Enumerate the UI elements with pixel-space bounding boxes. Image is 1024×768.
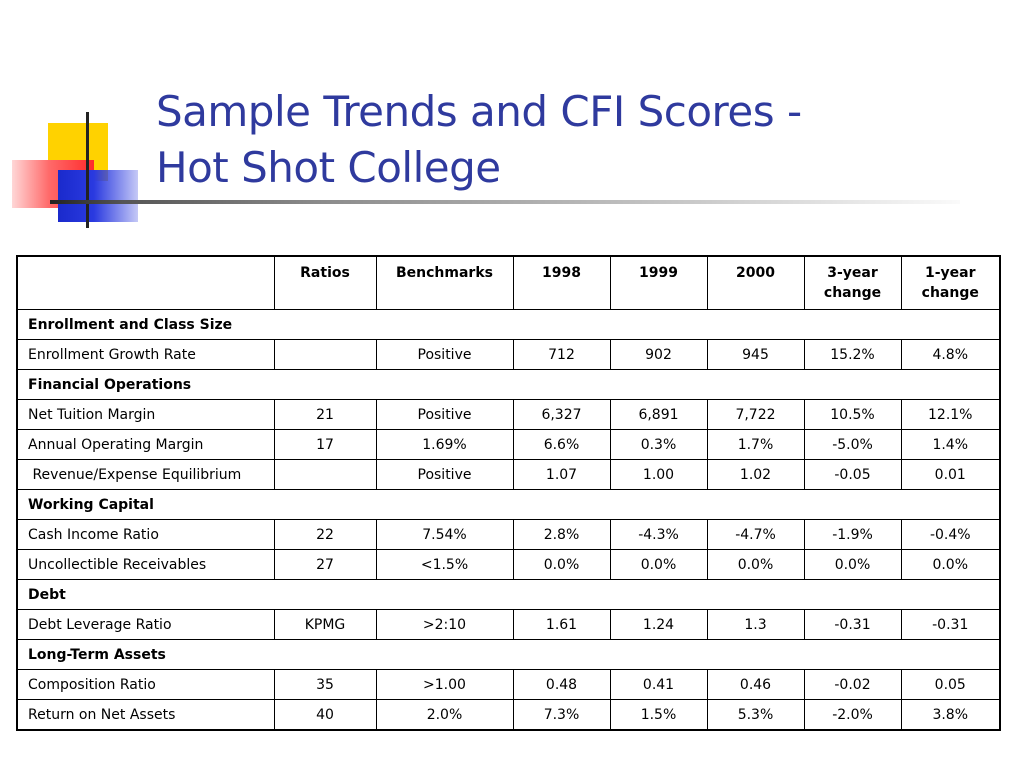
section-header-row bbox=[17, 490, 1000, 520]
header-3-year-line-2: change bbox=[823, 285, 882, 301]
cell-ratio-score: 17 bbox=[274, 430, 376, 460]
cell-value-1998: 1.61 bbox=[513, 610, 610, 640]
slide-title-line-1: Sample Trends and CFI Scores - bbox=[156, 87, 802, 136]
cell-value-2000: 1.3 bbox=[707, 610, 804, 640]
cell-value-1998: 0.48 bbox=[513, 670, 610, 700]
cell-change-3-year: -0.31 bbox=[804, 610, 901, 640]
cell-metric-name: Composition Ratio bbox=[17, 670, 274, 700]
cell-ratio-score: KPMG bbox=[274, 610, 376, 640]
slide-title bbox=[156, 84, 976, 196]
cell-value-2000: 7,722 bbox=[707, 400, 804, 430]
cell-ratio-score: 27 bbox=[274, 550, 376, 580]
table-row bbox=[17, 670, 1000, 700]
cell-change-3-year: 0.0% bbox=[804, 550, 901, 580]
section-title: Financial Operations bbox=[17, 370, 1000, 400]
slide-title-line-2: Hot Shot College bbox=[156, 143, 501, 192]
cell-ratio-score: 35 bbox=[274, 670, 376, 700]
cell-change-3-year: 10.5% bbox=[804, 400, 901, 430]
table-row bbox=[17, 430, 1000, 460]
cell-change-1-year: 4.8% bbox=[901, 340, 1000, 370]
cell-benchmark: 7.54% bbox=[376, 520, 513, 550]
cell-change-1-year: 1.4% bbox=[901, 430, 1000, 460]
cell-metric-name: Debt Leverage Ratio bbox=[17, 610, 274, 640]
cell-value-1999: 902 bbox=[610, 340, 707, 370]
header-1-year-line-1: 1-year bbox=[924, 265, 976, 281]
cell-value-2000: 0.46 bbox=[707, 670, 804, 700]
cell-value-1999: 1.24 bbox=[610, 610, 707, 640]
section-header-row bbox=[17, 370, 1000, 400]
cell-value-2000: -4.7% bbox=[707, 520, 804, 550]
cell-ratio-score: 22 bbox=[274, 520, 376, 550]
header-1-year-line-2: change bbox=[921, 285, 979, 301]
header-cell-1998: 1998 bbox=[513, 256, 610, 310]
cell-benchmark: Positive bbox=[376, 400, 513, 430]
cell-benchmark: Positive bbox=[376, 340, 513, 370]
cell-value-1999: 6,891 bbox=[610, 400, 707, 430]
header-cell-1999: 1999 bbox=[610, 256, 707, 310]
table-row bbox=[17, 400, 1000, 430]
decorative-logo bbox=[0, 0, 160, 240]
cell-value-1999: 0.3% bbox=[610, 430, 707, 460]
cell-change-3-year: -0.05 bbox=[804, 460, 901, 490]
cell-change-3-year: -2.0% bbox=[804, 700, 901, 731]
cell-metric-name: Enrollment Growth Rate bbox=[17, 340, 274, 370]
cell-ratio-score bbox=[274, 460, 376, 490]
header-cell-2000: 2000 bbox=[707, 256, 804, 310]
section-title: Debt bbox=[17, 580, 1000, 610]
table-row bbox=[17, 520, 1000, 550]
cell-value-1999: 0.0% bbox=[610, 550, 707, 580]
cell-change-1-year: 3.8% bbox=[901, 700, 1000, 731]
cell-benchmark: 2.0% bbox=[376, 700, 513, 731]
cell-metric-name: Cash Income Ratio bbox=[17, 520, 274, 550]
ratios-table bbox=[16, 255, 1001, 731]
header-cell-3-year-change bbox=[804, 256, 901, 310]
cell-value-1998: 0.0% bbox=[513, 550, 610, 580]
cell-value-2000: 1.7% bbox=[707, 430, 804, 460]
cell-value-2000: 945 bbox=[707, 340, 804, 370]
table-row bbox=[17, 340, 1000, 370]
cell-value-1999: 1.00 bbox=[610, 460, 707, 490]
cell-metric-name: Uncollectible Receivables bbox=[17, 550, 274, 580]
cell-benchmark: <1.5% bbox=[376, 550, 513, 580]
cell-benchmark: 1.69% bbox=[376, 430, 513, 460]
cell-change-3-year: -1.9% bbox=[804, 520, 901, 550]
cell-change-1-year: -0.4% bbox=[901, 520, 1000, 550]
cell-ratio-score: 21 bbox=[274, 400, 376, 430]
cell-value-1999: -4.3% bbox=[610, 520, 707, 550]
vertical-rule-line bbox=[86, 112, 89, 228]
cell-change-1-year: 0.01 bbox=[901, 460, 1000, 490]
cell-value-1999: 1.5% bbox=[610, 700, 707, 731]
cell-value-1998: 712 bbox=[513, 340, 610, 370]
cell-change-3-year: -5.0% bbox=[804, 430, 901, 460]
header-3-year-line-1: 3-year bbox=[827, 265, 878, 281]
title-underline-rule bbox=[50, 200, 960, 204]
cell-value-1998: 1.07 bbox=[513, 460, 610, 490]
table-row bbox=[17, 460, 1000, 490]
cell-benchmark: >2:10 bbox=[376, 610, 513, 640]
header-cell-blank bbox=[17, 256, 274, 310]
cell-benchmark: Positive bbox=[376, 460, 513, 490]
cell-change-1-year: 0.0% bbox=[901, 550, 1000, 580]
header-cell-1-year-change bbox=[901, 256, 1000, 310]
cell-change-3-year: -0.02 bbox=[804, 670, 901, 700]
cell-metric-name: Revenue/Expense Equilibrium bbox=[17, 460, 274, 490]
cell-value-2000: 1.02 bbox=[707, 460, 804, 490]
section-title: Working Capital bbox=[17, 490, 1000, 520]
header-cell-ratios: Ratios bbox=[274, 256, 376, 310]
section-header-row bbox=[17, 310, 1000, 340]
cell-value-1998: 2.8% bbox=[513, 520, 610, 550]
cell-metric-name: Net Tuition Margin bbox=[17, 400, 274, 430]
header-cell-benchmarks: Benchmarks bbox=[376, 256, 513, 310]
cell-metric-name: Annual Operating Margin bbox=[17, 430, 274, 460]
cell-ratio-score bbox=[274, 340, 376, 370]
cell-change-3-year: 15.2% bbox=[804, 340, 901, 370]
table-header-row bbox=[17, 256, 1000, 310]
section-header-row bbox=[17, 640, 1000, 670]
cell-value-1998: 6,327 bbox=[513, 400, 610, 430]
section-header-row bbox=[17, 580, 1000, 610]
table-row bbox=[17, 610, 1000, 640]
section-title: Long-Term Assets bbox=[17, 640, 1000, 670]
cell-change-1-year: -0.31 bbox=[901, 610, 1000, 640]
cell-value-2000: 5.3% bbox=[707, 700, 804, 731]
table-row bbox=[17, 700, 1000, 731]
cell-value-1998: 7.3% bbox=[513, 700, 610, 731]
section-title: Enrollment and Class Size bbox=[17, 310, 1000, 340]
cell-change-1-year: 0.05 bbox=[901, 670, 1000, 700]
cell-ratio-score: 40 bbox=[274, 700, 376, 731]
cell-value-1998: 6.6% bbox=[513, 430, 610, 460]
cell-value-2000: 0.0% bbox=[707, 550, 804, 580]
table-row bbox=[17, 550, 1000, 580]
cell-benchmark: >1.00 bbox=[376, 670, 513, 700]
cell-metric-name: Return on Net Assets bbox=[17, 700, 274, 731]
cell-value-1999: 0.41 bbox=[610, 670, 707, 700]
blue-gradient-shape bbox=[58, 170, 138, 222]
cell-change-1-year: 12.1% bbox=[901, 400, 1000, 430]
table-body bbox=[17, 310, 1000, 731]
